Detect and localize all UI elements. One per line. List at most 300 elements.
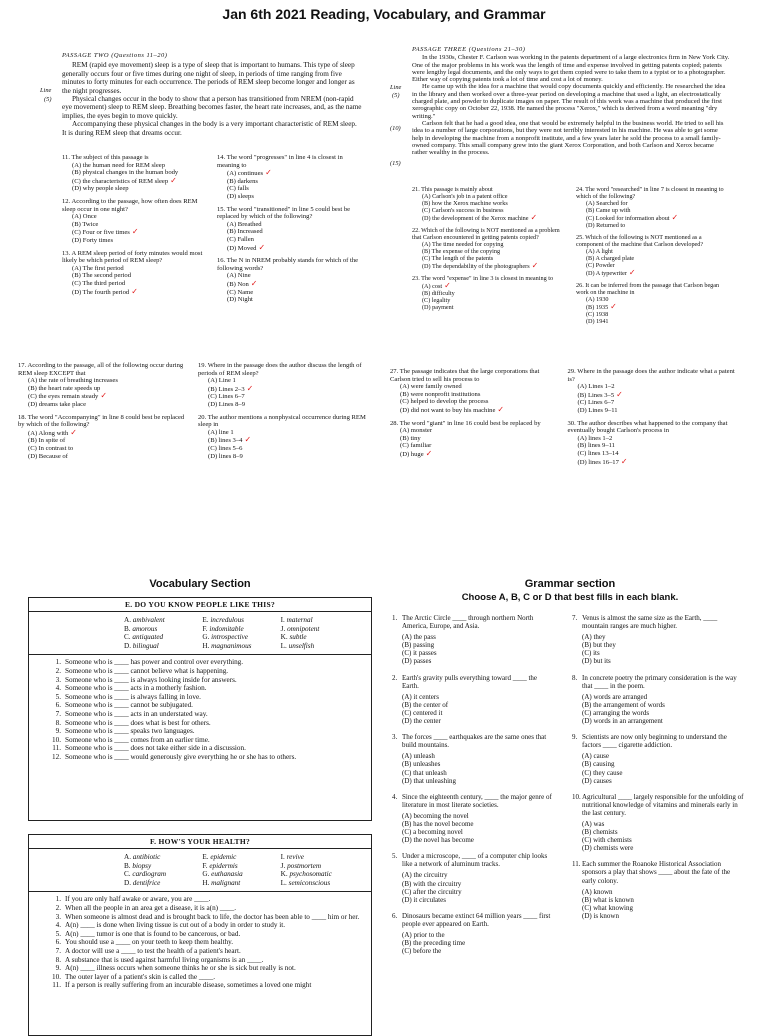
question — [412, 275, 566, 311]
vocab-item — [35, 895, 363, 904]
question — [390, 368, 558, 415]
answer-option-text: (C) Lines 6–7 — [208, 393, 245, 401]
question-number: 28. — [390, 419, 399, 427]
answer-option-text: (A) were family owned — [400, 383, 462, 391]
answer-option[interactable] — [62, 169, 207, 177]
answer-option[interactable] — [62, 185, 207, 193]
answer-option-text: (A) Nine — [227, 272, 251, 280]
answer-option[interactable]: (D) that unleashing — [402, 776, 457, 785]
answer-option-text: (C) the eyes remain steady — [28, 393, 99, 401]
answer-option[interactable] — [390, 406, 558, 415]
answer-option[interactable] — [390, 398, 558, 406]
answer-option-text: (C) Carlson's success in business — [422, 207, 504, 214]
answer-option[interactable] — [576, 207, 730, 214]
answer-option[interactable] — [62, 265, 207, 273]
answer-option[interactable] — [576, 214, 730, 222]
question-subcolumn — [576, 186, 730, 330]
answer-option[interactable] — [568, 435, 736, 443]
answer-option[interactable]: (A) was — [582, 819, 605, 828]
answer-option[interactable] — [18, 429, 188, 438]
vocab-item — [35, 710, 363, 719]
questions-21-26 — [412, 186, 730, 330]
answer-option[interactable]: (A) it centers — [402, 692, 439, 701]
answer-option[interactable]: (C) before the — [402, 947, 442, 956]
vocab-word-text: maternal — [286, 616, 313, 624]
answer-option[interactable] — [217, 228, 362, 236]
answer-option[interactable] — [412, 262, 566, 270]
answer-option[interactable]: (D) it circulates — [402, 895, 446, 904]
question-text: A REM sleep period of forty minutes would most likely be which period of REM sleep? — [62, 249, 203, 265]
vocab-item — [35, 753, 363, 762]
answer-option-text: (C) familiar — [400, 442, 432, 450]
answer-option[interactable] — [217, 236, 362, 244]
vocab-item — [35, 930, 363, 939]
answer-option[interactable] — [62, 228, 207, 237]
vocab-word-text: epidemic — [210, 853, 237, 861]
check-mark-icon: ✓ — [671, 213, 679, 222]
question-subcolumn — [217, 154, 362, 309]
vocab-word-text: cardiogram — [132, 870, 167, 879]
question-text: The word "Accompanying" in line 8 could best be replaced by which of the following? — [18, 413, 185, 429]
answer-option[interactable]: (B) the center of — [402, 700, 449, 709]
answer-option-text: (A) line 1 — [208, 428, 234, 436]
answer-option[interactable] — [390, 391, 558, 399]
answer-option[interactable] — [576, 303, 730, 311]
vocab-word — [202, 870, 280, 879]
answer-option-text: (B) how the Xerox machine works — [422, 200, 508, 207]
answer-option[interactable]: (B) has the novel become — [402, 819, 474, 828]
vocab-word-letter: K. — [280, 870, 288, 879]
question-number: 16. — [217, 257, 226, 265]
answer-option-text: (A) the rate of breathing increases — [28, 377, 118, 385]
vocab-item-number: 12. — [52, 752, 61, 761]
question-number: 11. — [572, 860, 581, 869]
vocab-item-number: 11. — [52, 744, 61, 753]
answer-option-text: (B) were nonprofit institutions — [400, 390, 481, 398]
question-text: Under a microscope, ____ of a computer chip looks like a network of aluminum tracks. — [402, 852, 548, 869]
vocab-item-text: Someone who is ____ acts in an understated way. — [65, 709, 208, 718]
check-mark-icon: ✓ — [616, 389, 623, 399]
answer-option[interactable] — [217, 289, 362, 297]
vocab-word — [281, 879, 359, 888]
vocab-word — [124, 633, 202, 642]
vocab-item — [35, 676, 363, 685]
answer-option[interactable] — [576, 296, 730, 303]
answer-option[interactable] — [198, 436, 368, 445]
answer-option[interactable] — [412, 282, 566, 290]
vocab-word-letter: J. — [280, 861, 286, 870]
vocab-item — [35, 964, 363, 973]
check-mark-icon: ✓ — [258, 242, 266, 252]
vocab-item — [35, 701, 363, 710]
question-text: Which of the following is NOT mentioned as a component of the machine that Carlson developed? — [576, 234, 704, 248]
answer-options — [392, 931, 554, 955]
answer-option[interactable]: (D) the novel has become — [402, 836, 474, 845]
answer-option[interactable] — [412, 214, 566, 222]
answer-option-text: (D) Night — [227, 296, 253, 304]
answer-option[interactable] — [576, 311, 730, 318]
question-subcolumn — [62, 154, 207, 309]
question-stem — [390, 420, 558, 428]
answer-option-text: (C) The length of the patents — [422, 255, 494, 262]
answer-option[interactable]: (A) prior to the — [402, 931, 445, 939]
vocab-word-letter: D. — [124, 878, 131, 887]
vocab-word-text: indomitable — [209, 624, 244, 633]
answer-option[interactable]: (C) it passes — [402, 649, 437, 658]
answer-option-text: (B) the heart rate speeds up — [28, 384, 101, 392]
answer-option[interactable] — [18, 392, 188, 401]
answer-option-text: (D) Lines 8–9 — [208, 400, 245, 408]
answer-option[interactable] — [568, 442, 736, 450]
answer-option[interactable] — [412, 255, 566, 262]
answer-option-text: (C) helped to develop the process — [400, 398, 489, 406]
question-stem — [576, 282, 730, 296]
question-subcolumn — [198, 362, 368, 465]
question-text: The passage indicates that the large corporations that Carlson tried to sell his process to — [390, 368, 540, 383]
question-stem — [392, 733, 554, 749]
check-mark-icon: ✓ — [497, 404, 505, 414]
question-number: 22. — [412, 227, 420, 234]
questions-17-20 — [18, 362, 368, 465]
answer-option[interactable] — [198, 453, 368, 461]
question-text: Each summer the Roanoke Historical Association sponsors a play that shows ____ about the fate of the early colony. — [582, 860, 731, 885]
question-number: 27. — [390, 368, 399, 375]
vocab-item-number: 8. — [55, 955, 61, 964]
passage-two — [62, 52, 362, 137]
answer-option[interactable] — [217, 169, 362, 178]
check-mark-icon: ✓ — [131, 286, 138, 296]
question-stem — [576, 234, 730, 248]
answer-option-text: (C) falls — [227, 185, 249, 193]
question-text: The subject of this passage is — [71, 154, 149, 161]
question — [412, 227, 566, 270]
answer-option[interactable] — [18, 453, 188, 461]
check-mark-icon: ✓ — [265, 168, 272, 178]
answer-option-text: (C) lines 5–6 — [208, 444, 243, 452]
answer-option-text: (A) Breathed — [227, 220, 262, 228]
question-number: 6. — [392, 911, 398, 920]
answer-option[interactable]: (A) they — [582, 633, 606, 642]
question-text: Agricultural ____ largely responsible for the unfolding of nutritional knowledge of vitamins and minerals early in the last century. — [582, 792, 744, 817]
answer-option[interactable] — [198, 385, 368, 394]
answer-option-text: (D) 1941 — [586, 318, 609, 325]
check-mark-icon: ✓ — [244, 435, 252, 445]
vocab-word-text: magnanimous — [211, 641, 252, 650]
answer-option-text: (C) the characteristics of REM sleep — [72, 177, 169, 185]
answer-option[interactable] — [217, 296, 362, 304]
vocab-item-number: 4. — [55, 921, 61, 930]
answer-option[interactable]: (C) after the circuitry — [402, 887, 462, 896]
line-marker: (5) — [44, 96, 52, 103]
answer-option[interactable]: (D) but its — [582, 657, 611, 666]
question-number: 29. — [567, 368, 576, 375]
answer-option[interactable] — [390, 427, 558, 435]
vocab-item — [35, 744, 363, 753]
question — [198, 362, 368, 409]
vocab-item-number: 9. — [55, 727, 61, 736]
answer-option[interactable]: (D) words in an arrangement — [582, 717, 663, 726]
answer-option[interactable]: (B) causing — [582, 760, 615, 769]
answer-option[interactable] — [217, 193, 362, 201]
vocab-item-number: 7. — [55, 946, 61, 955]
question-text: The word "researched" in line 7 is closest in meaning to which of the following? — [576, 186, 724, 200]
answer-option[interactable] — [412, 200, 566, 207]
line-marker: (5) — [392, 92, 400, 99]
answer-option[interactable]: (B) passing — [402, 641, 435, 650]
vocab-word-letter: L. — [280, 878, 287, 887]
answer-option[interactable] — [62, 213, 207, 221]
answer-option[interactable] — [412, 290, 566, 297]
question-stem — [62, 198, 207, 213]
vocab-item-text: If a person is really suffering from an incurable disease, sometimes a loved one might — [65, 981, 312, 990]
question-text: Since the eighteenth century, ____ the major genre of literature in most literate societies. — [402, 792, 552, 809]
question-number: 18. — [18, 413, 27, 421]
answer-option[interactable] — [576, 262, 730, 269]
answer-option-text: (C) Powder — [586, 262, 615, 269]
answer-option-text: (A) Once — [72, 213, 97, 221]
answer-option-text: (D) Lines 9–11 — [577, 406, 618, 414]
answer-option[interactable] — [568, 458, 736, 467]
answer-option[interactable] — [62, 272, 207, 280]
answer-option[interactable] — [18, 377, 188, 385]
vocab-item-text: A(n) ____ illness occurs when someone thinks he or she is sick but really is not. — [65, 964, 296, 973]
vocab-item-number: 1. — [55, 895, 61, 904]
answer-option[interactable] — [217, 221, 362, 229]
answer-option[interactable] — [217, 244, 362, 253]
answer-option-text: (A) The time needed for copying — [422, 241, 504, 248]
answer-option[interactable]: (A) unleash — [402, 752, 435, 761]
answer-option[interactable] — [217, 280, 362, 289]
check-mark-icon: ✓ — [628, 268, 636, 277]
answer-option[interactable] — [412, 248, 566, 255]
vocab-word — [124, 870, 202, 879]
answer-option[interactable]: (B) the preceding time — [402, 939, 466, 948]
question-stem — [18, 362, 188, 377]
vocab-word-letter: G. — [202, 633, 210, 642]
question-number: 14. — [217, 154, 226, 161]
answer-option-text: (B) In spite of — [28, 437, 66, 445]
question-stem — [392, 912, 554, 928]
vocab-item-text: Someone who is ____ is always falling in love. — [65, 692, 201, 701]
answer-option[interactable] — [62, 237, 207, 245]
answer-option[interactable] — [18, 401, 188, 409]
vocab-box-e — [28, 597, 372, 821]
vocab-word-text: amorous — [132, 624, 158, 633]
answer-option[interactable]: (C) its — [582, 649, 600, 658]
answer-option[interactable] — [576, 248, 730, 255]
answer-option-text: (B) Came up with — [586, 207, 631, 214]
answer-option[interactable] — [198, 429, 368, 437]
answer-option-text: (C) Lines 6–7 — [577, 399, 615, 407]
vocab-word — [124, 862, 202, 871]
answer-option[interactable]: (A) the pass — [402, 633, 436, 642]
vocab-item-text: Someone who is ____ comes from an earlier time. — [65, 735, 210, 744]
answer-option[interactable] — [62, 177, 207, 186]
answer-option-text: (D) Forty times — [72, 236, 114, 244]
answer-option[interactable] — [390, 383, 558, 391]
answer-option-text: (D) why people sleep — [72, 185, 129, 193]
vocab-word-letter: A. — [124, 853, 131, 861]
answer-option-text: (C) Fallen — [227, 235, 254, 243]
answer-option[interactable]: (D) is known — [582, 911, 619, 920]
vocab-item-text: Someone who is ____ has power and control over everything. — [65, 658, 244, 667]
question-stem — [572, 860, 744, 884]
vocab-item-text: A(n) ____ is done when living tissue is cut out of a body in order to study it. — [65, 921, 285, 930]
answer-options — [392, 633, 554, 665]
answer-option[interactable]: (A) known — [582, 887, 613, 896]
question — [576, 282, 730, 325]
vocab-word — [202, 633, 280, 642]
answer-option-text: (A) Lines 1–2 — [577, 383, 615, 391]
answer-option[interactable] — [390, 450, 558, 459]
vocab-word — [281, 616, 359, 625]
question-stem — [572, 674, 744, 690]
answer-option[interactable]: (C) that unleash — [402, 768, 447, 777]
passage-paragraph: Physical changes occur in the body to show that a person has transitioned from NREM (non-rapid eye movement) sleep to REM sleep. Breathing becomes faster, the heart rate increases, and, as the name implies, the eyes begin to move quickly. — [62, 95, 362, 120]
vocab-word — [124, 853, 202, 862]
question — [198, 414, 368, 461]
answer-option[interactable]: (C) with chemists — [582, 836, 632, 845]
vocab-word-text: antibiotic — [132, 853, 161, 861]
answer-option-text: (A) lines 1–2 — [577, 434, 613, 442]
question-number: 1. — [392, 614, 398, 622]
vocab-word-text: omnipotent — [287, 624, 320, 633]
check-mark-icon: ✓ — [444, 281, 451, 290]
answer-option[interactable]: (C) arranging the words — [582, 708, 650, 717]
answer-option[interactable] — [217, 272, 362, 280]
answer-option[interactable] — [390, 442, 558, 450]
question-stem — [198, 362, 368, 377]
answer-options — [572, 752, 744, 784]
answer-option[interactable] — [62, 162, 207, 170]
answer-option[interactable] — [568, 399, 736, 407]
question-number: 19. — [198, 362, 207, 369]
vocab-word-letter: C. — [124, 633, 131, 642]
question-number: 12. — [62, 197, 71, 205]
vocab-item-number: 4. — [55, 684, 61, 693]
answer-options — [392, 752, 554, 784]
passage-paragraph: REM (rapid eye movement) sleep is a type of sleep that is important to humans. This type of sleep generally occurs four or five times during one night of sleep, in periods of time ranging from five minutes to forty minutes for each occurrence. The periods of REM sleep become longer and longer as the night progresses. — [62, 61, 355, 95]
answer-option[interactable]: (D) the center — [402, 717, 441, 726]
answer-option[interactable] — [198, 377, 368, 385]
vocab-item-text: Someone who is ____ cannot believe what is happening. — [65, 666, 229, 675]
grammar-question — [572, 674, 744, 726]
answer-option[interactable] — [576, 318, 730, 325]
question — [568, 368, 736, 415]
answer-option[interactable] — [568, 391, 736, 400]
check-mark-icon: ✓ — [620, 456, 628, 466]
vocab-word-letter: E. — [202, 616, 209, 624]
vocab-item — [35, 938, 363, 947]
vocab-box-f — [28, 834, 372, 1036]
answer-option-text: (D) lines 8–9 — [208, 452, 243, 460]
line-marker: (10) — [390, 125, 401, 132]
grammar-question — [392, 852, 554, 904]
vocab-item — [35, 981, 363, 990]
answer-option[interactable] — [568, 407, 736, 415]
question — [18, 362, 188, 409]
answer-option[interactable] — [62, 288, 207, 297]
answer-option[interactable]: (B) unleashes — [402, 760, 441, 769]
answer-option[interactable] — [412, 193, 566, 200]
vocab-word — [281, 625, 359, 634]
question-text: This passage is mainly about — [421, 186, 493, 193]
answer-option[interactable]: (B) the arrangement of words — [582, 700, 665, 709]
answer-option[interactable]: (B) chemists — [582, 828, 618, 837]
answer-option[interactable]: (B) with the circuitry — [402, 879, 462, 888]
answer-option[interactable] — [576, 255, 730, 262]
vocab-item-text: When someone is almost dead and is brought back to life, the doctor has been able to ____ him or her. — [65, 912, 360, 921]
answer-option[interactable]: (A) becoming the novel — [402, 811, 469, 820]
vocab-word-bank — [29, 849, 371, 891]
question-number: 24. — [576, 186, 584, 193]
answer-option[interactable]: (C) they cause — [582, 768, 623, 777]
question — [412, 186, 566, 222]
answer-option[interactable]: (A) cause — [582, 752, 610, 761]
answer-option-text: (A) Carlson's job in a patent office — [422, 193, 508, 200]
grammar-question — [572, 860, 744, 920]
answer-option[interactable] — [412, 297, 566, 304]
answer-option[interactable]: (A) words are arranged — [582, 692, 648, 701]
answer-option[interactable]: (A) the circuitry — [402, 871, 448, 880]
question-number: 26. — [576, 282, 584, 289]
vocab-word-letter: G. — [202, 870, 210, 879]
answer-option[interactable] — [18, 437, 188, 445]
answer-option[interactable] — [198, 393, 368, 401]
answer-option[interactable] — [198, 401, 368, 409]
answer-option[interactable] — [568, 383, 736, 391]
answer-option-text: (C) 1938 — [586, 311, 609, 318]
answer-option[interactable]: (B) but they — [582, 641, 616, 650]
answer-option[interactable] — [412, 241, 566, 248]
answer-option[interactable]: (C) a becoming novel — [402, 828, 463, 837]
answer-option[interactable] — [412, 207, 566, 214]
answer-option[interactable] — [576, 200, 730, 207]
answer-option[interactable] — [390, 435, 558, 443]
answer-option-text: (D) The dependability of the photographers — [422, 263, 530, 270]
answer-option[interactable]: (B) what is known — [582, 895, 634, 904]
answer-option[interactable] — [412, 304, 566, 311]
answer-option[interactable] — [576, 269, 730, 277]
vocab-word — [202, 616, 280, 625]
check-mark-icon: ✓ — [170, 175, 177, 185]
vocab-item — [35, 973, 363, 982]
answer-option[interactable]: (C) what knowing — [582, 903, 633, 912]
answer-option[interactable] — [568, 450, 736, 458]
answer-option-text: (A) cost — [422, 283, 443, 290]
question-stem — [62, 154, 207, 162]
answer-option-text: (A) A light — [586, 248, 613, 255]
answer-option[interactable]: (D) passes — [402, 657, 432, 666]
vocab-item-list — [29, 891, 371, 993]
answer-option[interactable] — [217, 185, 362, 193]
question-number: 10. — [572, 792, 581, 801]
question-stem — [412, 186, 566, 193]
answer-option-text: (C) Name — [227, 288, 254, 296]
check-mark-icon: ✓ — [70, 427, 77, 437]
answer-option[interactable] — [198, 445, 368, 453]
answer-option[interactable]: (C) centered it — [402, 708, 443, 717]
question-text: Which of the following is NOT mentioned as a problem that Carlson encountered in getting patents copied? — [412, 227, 560, 241]
answer-option[interactable] — [217, 178, 362, 186]
question-subcolumn — [390, 368, 558, 471]
answer-option[interactable]: (D) causes — [582, 776, 612, 785]
answer-option[interactable] — [576, 222, 730, 229]
answer-option[interactable]: (D) chemists were — [582, 844, 634, 853]
passage-two-heading: PASSAGE TWO (Questions 11–20) — [62, 52, 168, 59]
vocab-word-letter: F. — [202, 861, 208, 870]
answer-option[interactable] — [18, 445, 188, 453]
